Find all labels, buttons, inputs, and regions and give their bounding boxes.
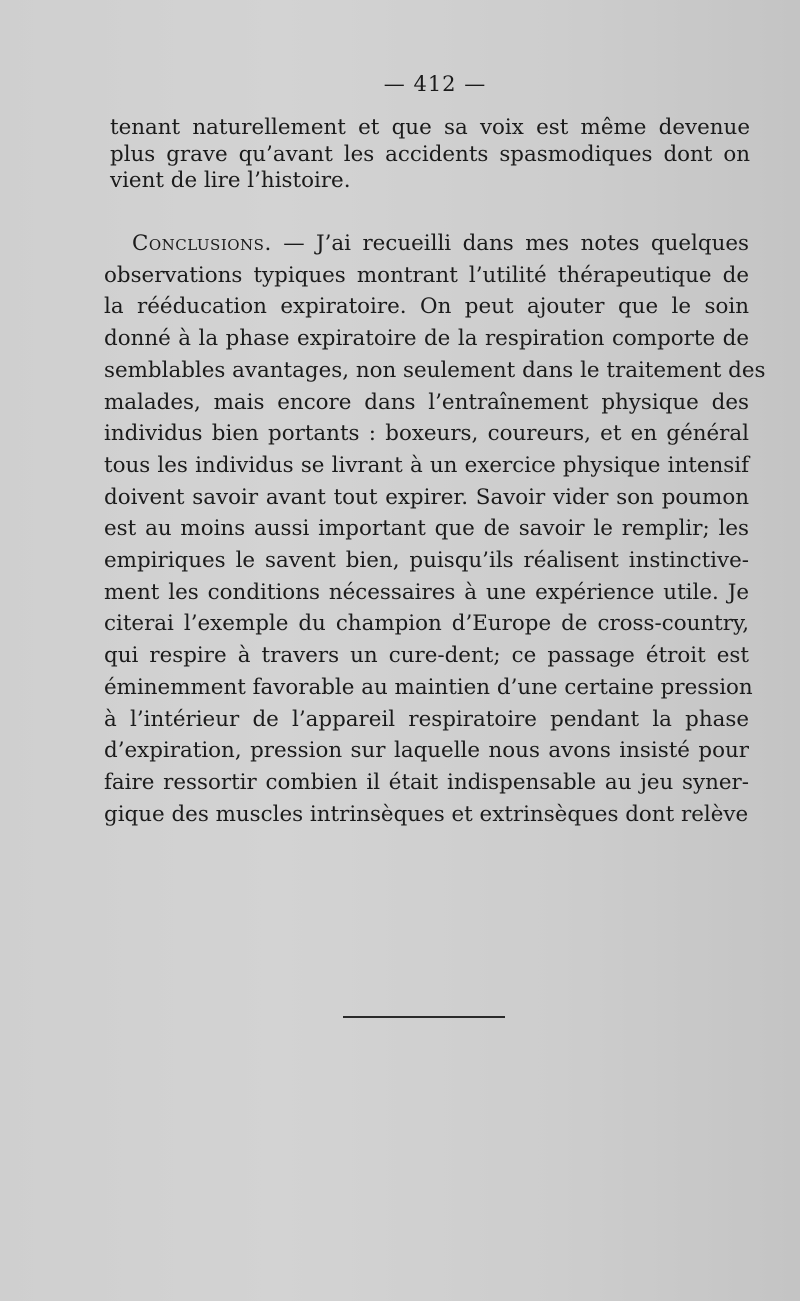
text-line: est au moins aussi important que de savoir le remplir; les xyxy=(104,516,749,542)
text-line: donné à la phase expiratoire de la respiration comporte de xyxy=(104,326,749,352)
text-line: à l’intérieur de l’appareil respiratoire pendant la phase xyxy=(104,706,749,732)
text-line: d’expiration, pression sur laquelle nous avons insisté pour xyxy=(104,738,749,764)
text-line: vient de lire l’histoire. xyxy=(110,168,351,193)
text-line: tenant naturellement et que sa voix est même devenue xyxy=(110,115,750,140)
text-line: faire ressortir combien il était indispensable au jeu syner- xyxy=(104,769,749,795)
paragraph-conclusions xyxy=(104,228,766,830)
text-line: observations typiques montrant l’utilité thérapeutique de xyxy=(104,262,749,288)
text-line: empiriques le savent bien, puisqu’ils réalisent instinctive- xyxy=(104,548,749,574)
text-line: la rééducation expiratoire. On peut ajouter que le soin xyxy=(104,294,749,320)
text-line: tous les individus se livrant à un exercice physique intensif xyxy=(104,452,749,478)
text-line: gique des muscles intrinsèques et extrinsèques dont relève xyxy=(104,801,749,827)
text-line: semblables avantages, non seulement dans le traitement des xyxy=(104,357,766,383)
page-number: — 412 — xyxy=(383,72,487,96)
text-line: malades, mais encore dans l’entraînement physique des xyxy=(104,389,749,415)
text-line: éminemment favorable au maintien d’une certaine pression xyxy=(104,674,753,700)
text-line: doivent savoir avant tout expirer. Savoir vider son poumon xyxy=(104,484,749,510)
first-line-text: — J’ai recueilli dans mes notes quelques xyxy=(271,231,749,256)
text-line: citerai l’exemple du champion d’Europe de cross-country, xyxy=(104,611,749,637)
text-line: individus bien portants : boxeurs, coureurs, et en général xyxy=(104,421,749,447)
paragraph-continuation xyxy=(110,115,750,195)
text-line-first xyxy=(104,228,749,260)
text-line: qui respire à travers un cure-dent; ce passage étroit est xyxy=(104,643,749,669)
section-heading: Conclusions. xyxy=(132,231,272,256)
section-end-rule xyxy=(343,1016,505,1018)
text-line: ment les conditions nécessaires à une expérience utile. Je xyxy=(104,579,749,605)
text-line: plus grave qu’avant les accidents spasmodiques dont on xyxy=(110,141,750,167)
